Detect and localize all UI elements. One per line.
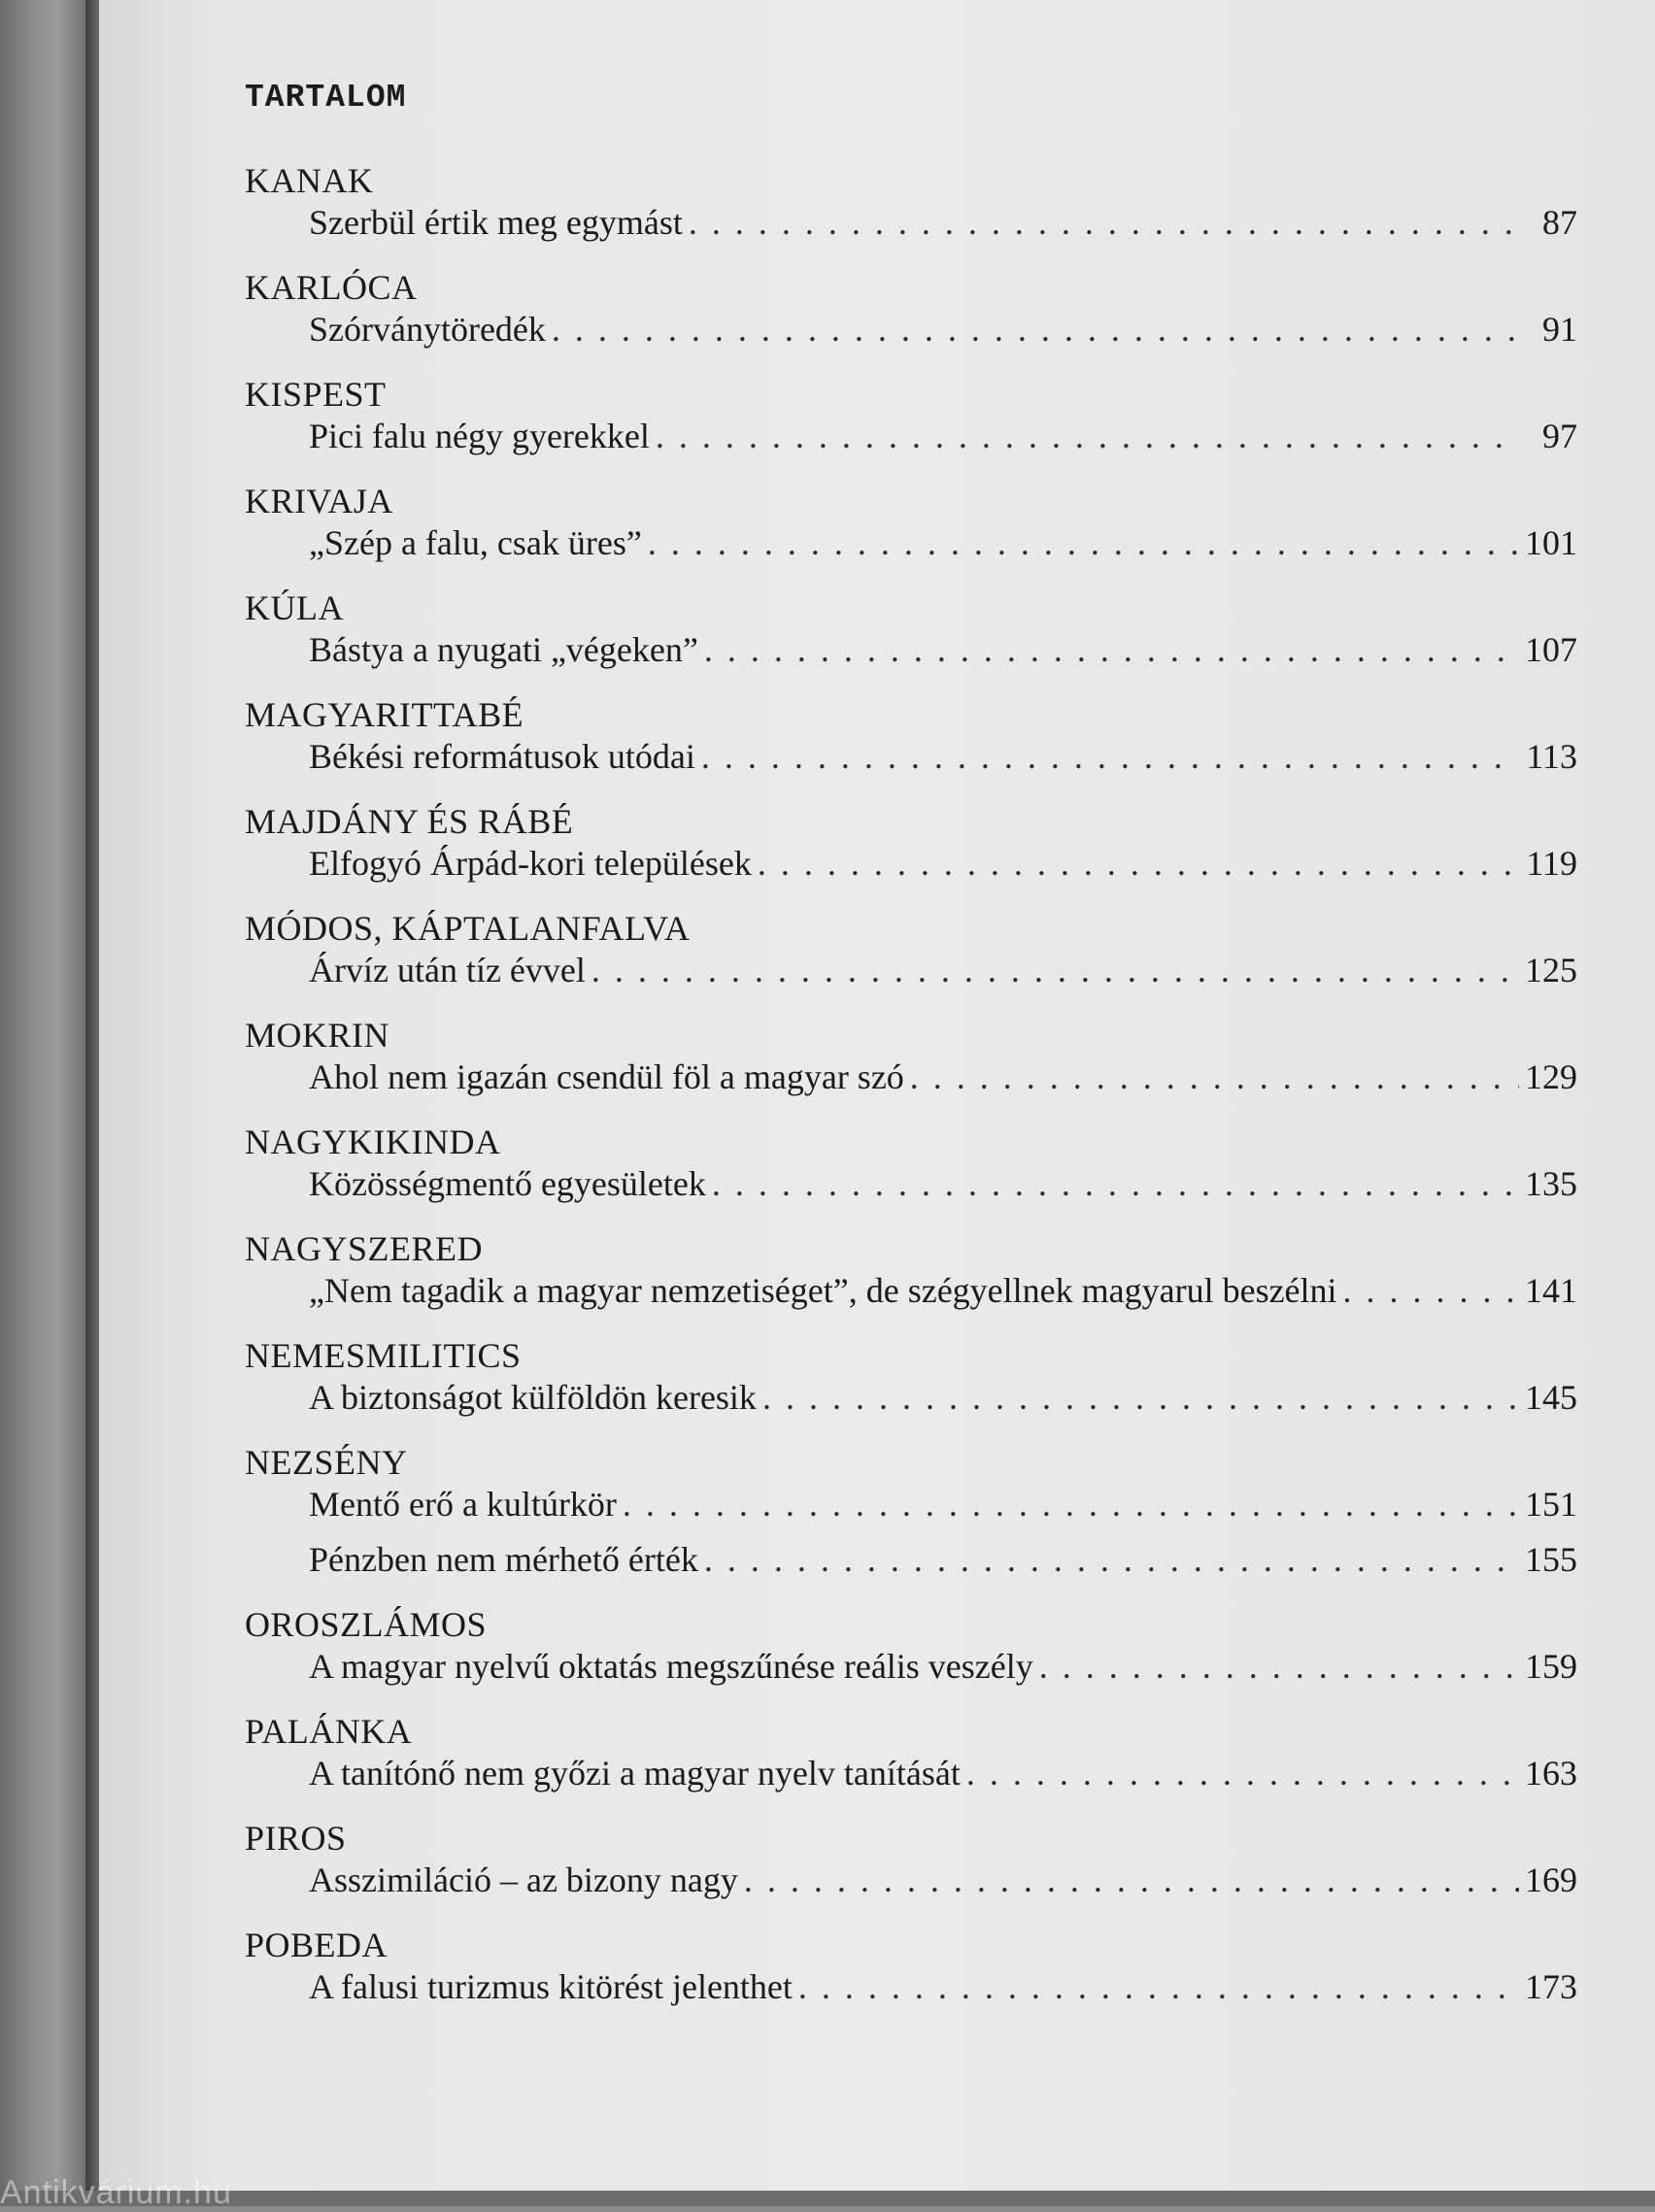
toc-leader-dots [552,307,1519,352]
toc-entry [245,1375,1577,1421]
toc-section [245,1819,1577,1903]
toc-page-number: 91 [1542,310,1577,349]
toc-entry [245,1858,1577,1903]
toc-page-number: 173 [1525,1967,1577,2006]
spine-shadow [85,0,99,2206]
toc-entry [245,1751,1577,1796]
toc-entry-title: Szerbül értik meg egymást [309,203,683,242]
toc-entry [245,948,1577,993]
toc-leader-dots [966,1751,1519,1796]
toc-section [245,1336,1577,1421]
toc-place-name: KÚLA [245,588,344,627]
toc-page-number: 151 [1525,1485,1577,1524]
toc-place-name: NEZSÉNY [245,1443,408,1482]
toc-entry [245,520,1577,566]
toc-page-number: 107 [1525,630,1577,669]
toc-leader-dots [648,520,1519,566]
toc-page-number: 87 [1542,203,1577,242]
toc-place-name: MOKRIN [245,1016,390,1055]
toc-entry-title: Árvíz után tíz évvel [309,951,586,989]
toc-section [245,161,1577,246]
toc-entry [245,1644,1577,1690]
toc-entry-title: Pici falu négy gyerekkel [309,417,650,455]
toc-place-name: KANAK [245,161,374,200]
toc-page-number: 113 [1526,737,1577,776]
toc-section [245,375,1577,459]
toc-entry-title: A tanítónő nem győzi a magyar nyelv tanítását [309,1754,961,1793]
toc-leader-dots [591,948,1519,993]
toc-leader-dots [762,1375,1519,1421]
toc-entry [245,1537,1577,1583]
toc-place-name: MAGYARITTABÉ [245,695,524,734]
toc-section [245,268,1577,352]
toc-page-number: 129 [1525,1057,1577,1096]
toc-entry-title: Mentő erő a kultúrkör [309,1485,617,1524]
toc-section [245,482,1577,566]
toc-leader-dots [910,1055,1519,1100]
toc-entry-title: „Szép a falu, csak üres” [309,523,642,562]
toc-place-name: PALÁNKA [245,1712,413,1751]
toc-page-number: 145 [1525,1378,1577,1417]
toc-entry [245,200,1577,246]
toc-place-name: PIROS [245,1819,347,1858]
toc-entry [245,307,1577,352]
toc-place-name: POBEDA [245,1926,388,1964]
toc-section [245,1712,1577,1796]
toc-page-number: 97 [1542,417,1577,455]
toc-leader-dots [623,1482,1519,1527]
toc-place-name: KARLÓCA [245,268,418,307]
toc-section [245,1016,1577,1100]
toc-section [245,588,1577,673]
toc-place-name: NAGYKIKINDA [245,1123,501,1161]
toc-page-number: 135 [1525,1164,1577,1203]
toc-entry [245,841,1577,887]
toc-entry [245,734,1577,780]
toc-place-name: OROSZLÁMOS [245,1605,488,1644]
toc-entry-title: A magyar nyelvű oktatás megszűnése reális veszély [309,1647,1033,1686]
toc-leader-dots [1343,1268,1519,1314]
toc-place-name: MÓDOS, KÁPTALANFALVA [245,909,691,948]
toc-entry-title: „Nem tagadik a magyar nemzetiséget”, de szégyellnek magyarul beszélni [309,1271,1337,1310]
toc-entry [245,1482,1577,1527]
toc-entry-title: A falusi turizmus kitörést jelenthet [309,1967,793,2006]
toc-place-name: KRIVAJA [245,482,393,520]
toc-section [245,1229,1577,1314]
toc-entry-title: Ahol nem igazán csendül föl a magyar szó [309,1057,904,1096]
toc-page-number: 101 [1525,523,1577,562]
table-of-contents [245,161,1577,2032]
toc-leader-dots [744,1858,1519,1903]
toc-leader-dots [798,1964,1519,2010]
book-spine [0,0,95,2206]
page-title: TARTALOM [245,80,407,116]
toc-place-name: KISPEST [245,375,387,414]
watermark: Antikvárium.hu [0,2174,232,2211]
toc-leader-dots [656,414,1519,459]
toc-leader-dots [689,200,1519,246]
toc-entry-title: Bástya a nyugati „végeken” [309,630,698,669]
toc-leader-dots [701,734,1519,780]
toc-place-name: MAJDÁNY ÉS RÁBÉ [245,802,574,841]
bottom-band [0,2191,1655,2206]
toc-entry [245,1964,1577,2010]
toc-leader-dots [712,1161,1519,1207]
toc-page-number: 155 [1525,1540,1577,1579]
toc-entry-title: Szórványtöredék [309,310,546,349]
toc-place-name: NAGYSZERED [245,1229,483,1268]
toc-entry-title: Pénzben nem mérhető érték [309,1540,698,1579]
toc-section [245,1443,1577,1583]
toc-section [245,695,1577,780]
toc-leader-dots [704,1537,1519,1583]
toc-section [245,802,1577,887]
toc-entry-title: Elfogyó Árpád-kori települések [309,844,752,883]
toc-entry [245,1161,1577,1207]
toc-entry-title: Békési reformátusok utódai [309,737,695,776]
toc-place-name: NEMESMILITICS [245,1336,522,1375]
toc-entry [245,414,1577,459]
toc-entry [245,1055,1577,1100]
toc-leader-dots [758,841,1519,887]
toc-leader-dots [704,627,1519,673]
toc-section [245,909,1577,993]
toc-entry [245,627,1577,673]
toc-entry-title: A biztonságot külföldön keresik [309,1378,757,1417]
toc-section [245,1926,1577,2010]
toc-section [245,1605,1577,1690]
toc-section [245,1123,1577,1207]
toc-page-number: 125 [1525,951,1577,989]
toc-entry-title: Asszimiláció – az bizony nagy [309,1860,738,1899]
toc-page-number: 159 [1525,1647,1577,1686]
toc-entry [245,1268,1577,1314]
toc-page-number: 163 [1525,1754,1577,1793]
toc-page-number: 141 [1525,1271,1577,1310]
toc-entry-title: Közösségmentő egyesületek [309,1164,706,1203]
toc-leader-dots [1039,1644,1519,1690]
toc-page-number: 169 [1525,1860,1577,1899]
toc-page-number: 119 [1526,844,1577,883]
